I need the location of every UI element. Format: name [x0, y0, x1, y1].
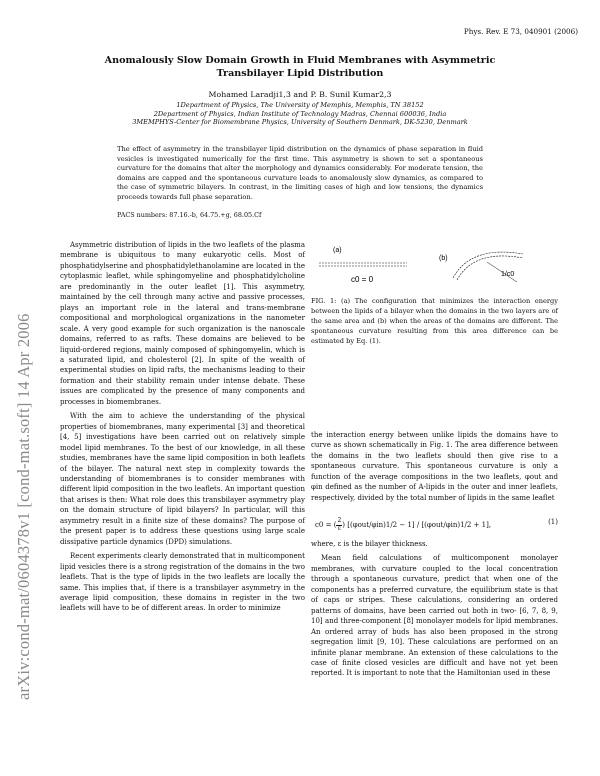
affiliations — [85, 101, 515, 127]
equation-1: c0 = ( $\frac{2}{\varepsilon}$ ) [(φout/φin)1/2 − 1] / [(φout/φin)1/2 + 1], (1) — [315, 517, 558, 532]
abstract: The effect of asymmetry in the transbilayer lipid distribution on the dynamics of phase separation in fluid vesicles is investigated numerically for the first time. This asymmetry is shown to set a spontaneous curvature for the domains that alter the morphology and dynamics considerably. For moderate tension, the domains are capped and the spontaneous curvature leads to anomalously slow dynamics, as compared to the case of symmetric bilayers. In contrast, in the limiting cases of high and low tensions, the dynamics proceeds towards full phase separation. — [117, 145, 483, 201]
pacs-numbers: PACS numbers: 87.16.-b, 64.75.+g, 68.05.Cf — [117, 211, 262, 219]
affiliation-3: 3MEMPHYS-Center for Biomembrane Physics, University of Southern Denmark, DK-5230, Denmark — [132, 118, 468, 127]
paragraph: Mean field calculations of multicomponent monolayer membranes, with curvature coupled to the local concentration through a spontaneous curvature, predict that when one of the components has a preferred curvature, the equilibrium state is that of caps or stripes. These calculations, considering an ordered patterns of domains, have been carried out both in two- [6, 7, 8, 9, 10] and three-component [8] monolayer models for lipid membranes. An ordered array of buds has also been proposed in the strong segregation limit [9, 10]. These calculations are performed on an infinite planar membrane. An extension of these calculations to the case of finite closed vesicles are difficult and have not yet been reported. It is important to note that the Hamiltonian used in these — [311, 554, 558, 678]
figure-label-a: (a) — [333, 247, 342, 254]
paragraph: Asymmetric distribution of lipids in the two leaflets of the plasma membrane is ubiquitous to many eukaryotic cells. Most of phosphatidylserine and phosphatidylethanolamine are located in the cytoplasmic leaflet, while sphingomyeline and phosphatidylcholine are predominantly in the outer leaflet [1]. This asymmetry, maintained by the cell through many active and passive processes, plays an important role in the lateral and trans-membrane compositional and morphological organizations in the nanometer scale. A very good example for such organization is the nanoscale domains, referred to as rafts. These domains are believed to be liquid-ordered regions, mainly composed of sphingomyelin, which is a saturated lipid, and cholesterol [2]. In spite of the wealth of experimental studies on lipid rafts, the mechanisms leading to their formation and their stability remain under intense debate. These issues are complicated by the presence of many components and processes in biomembranes. — [60, 241, 305, 406]
left-column — [60, 240, 305, 618]
equation-lhs: c0 = — [315, 521, 332, 529]
journal-reference: Phys. Rev. E 73, 040901 (2006) — [463, 27, 578, 36]
paragraph: Recent experiments clearly demonstrated that in multicomponent lipid vesicles there is a strong registration of the domains in the two leaflets. That is the type of lipids in the two leaflets are locally the same. This implies that, if there is a transbilayer asymmetry in the average lipid composition, these domains in register in the two leaflets will have to be of different areas. In order to minimize — [60, 552, 305, 613]
arxiv-stamp: arXiv:cond-mat/0604378v1 [cond-mat.soft] 14 Apr 2006 — [14, 313, 33, 700]
figure-caption: FIG. 1: (a) The configuration that minimizes the interaction energy between the lipids of a bilayer when the domains in the two layers are of the same area and (b) when the areas of the domains are different. The spontaneous curvature resulting from this area difference can be estimated by Eq. (1). — [311, 297, 558, 345]
figure-radius-label: 1/c0 — [501, 271, 515, 278]
right-column — [311, 430, 558, 507]
affiliation-2: 2Department of Physics, Indian Institute of Technology Madras, Chennai 600036, India — [153, 109, 447, 118]
paper-title: Anomalously Slow Domain Growth in Fluid Membranes with Asymmetric Transbilayer Lipid Distribution — [104, 55, 496, 79]
figure-label-b: (b) — [439, 255, 448, 262]
equation-rhs: [(φout/φin)1/2 − 1] / [(φout/φin)1/2 + 1], — [347, 521, 492, 529]
figure-1 — [311, 240, 558, 292]
equation-number: (1) — [548, 518, 558, 526]
authors: Mohamed Laradji1,3 and P. B. Sunil Kumar2,3 — [208, 90, 392, 99]
paragraph: where, ε is the bilayer thickness. — [311, 540, 428, 548]
right-column-continued — [311, 539, 558, 683]
equation-fraction: $\frac{2}{\varepsilon}$ — [337, 517, 342, 532]
figure-c0-label: c0 = 0 — [351, 275, 374, 284]
affiliation-1: 1Department of Physics, The University of Memphis, Memphis, TN 38152 — [176, 101, 424, 109]
paragraph: With the aim to achieve the understanding of the physical properties of biomembranes, many experimental [3] and theoretical [4, 5] investigations have been carried out on relatively simple model lipid membranes. To the best of our knowledge, in all these studies, membranes have the same lipid composition in both leaflets of the bilayer. The natural next step in complexity towards the understanding of biomembranes is to consider membranes with different lipid composition in the two leaflets. An important question that arises is then: What role does this transbilayer asymmetry play on the domain structure of lipid bilayers? In particular, will this asymmetry result in a finite size of these domains? The purpose of the present paper is to address these questions using large scale dissipative particle dynamics (DPD) simulations. — [60, 412, 305, 546]
paragraph: the interaction energy between unlike lipids the domains have to curve as shown schematically in Fig. 1. The area difference between the domains in the two leaflets should then give rise to a spontaneous curvature. This spontaneous curvature is only a function of the average compositions in the two leaflets, φout and φin defined as the number of A-lipids in the outer and inner leaflets, respectively, divided by the total number of lipids in the same leaflet — [311, 431, 558, 502]
